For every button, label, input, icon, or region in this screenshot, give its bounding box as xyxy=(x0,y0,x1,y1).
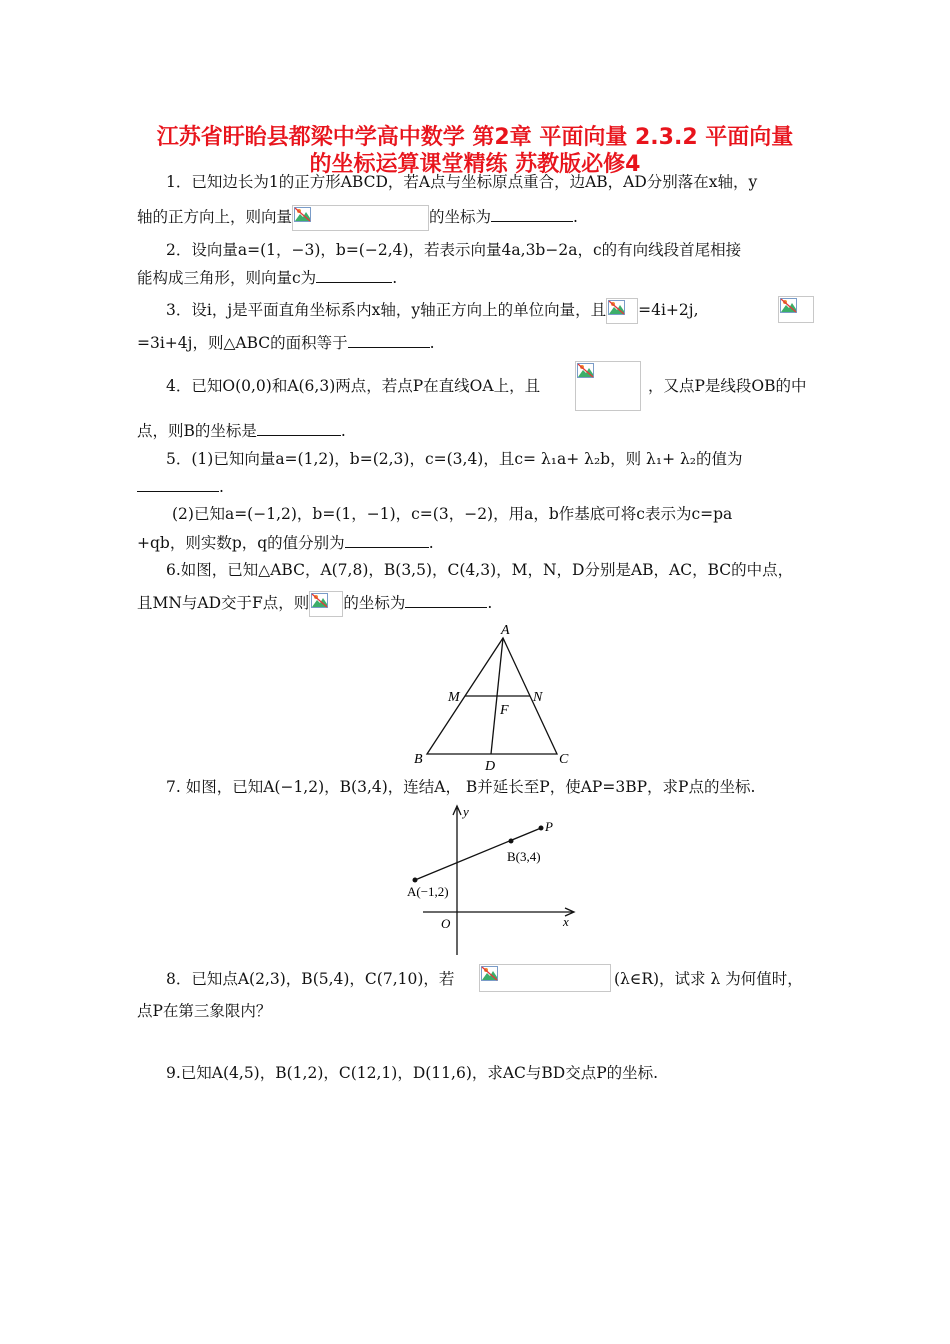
label-m: M xyxy=(448,690,460,705)
q5-line-3: (2)已知a=(−1,2)，b=(1，−1)，c=(3，−2)，用a，b作基底可将c表示为c=pa xyxy=(172,505,733,523)
q6-line-2 xyxy=(137,591,492,617)
page-title-line-2: 的坐标运算课堂精练 苏教版必修4 xyxy=(309,152,641,177)
q9-line-1: 9.已知A(4,5)，B(1,2)，C(12,1)，D(11,6)，求AC与BD交点P的坐标. xyxy=(166,1064,659,1082)
triangle-figure xyxy=(405,618,585,773)
vector-image-placeholder xyxy=(575,361,641,411)
vector-image-placeholder xyxy=(479,964,611,992)
q4-line-1a: 4．已知O(0,0)和A(6,3)两点，若点P在直线OA上，且 xyxy=(166,377,541,395)
period: . xyxy=(392,269,398,287)
label-b: B xyxy=(414,752,423,767)
q1-text-b: 的坐标为 xyxy=(429,208,492,226)
broken-image-icon xyxy=(608,300,625,315)
q5-line-4 xyxy=(137,533,434,553)
vector-image-placeholder xyxy=(778,296,814,323)
q4-text: 点，则B的坐标是 xyxy=(137,422,257,440)
label-a: A xyxy=(501,623,510,638)
q5-line-2 xyxy=(137,477,224,497)
label-f: F xyxy=(500,703,509,718)
q5-line-1: 5．(1)已知向量a=(1,2)，b=(2,3)，c=(3,4)，且c= λ₁a+ λ₂b，则 λ₁+ λ₂的值为 xyxy=(166,450,743,468)
answer-blank xyxy=(348,333,430,348)
broken-image-icon xyxy=(577,363,594,378)
period: . xyxy=(429,334,435,352)
q2-line-1: 2．设向量a=(1，−3)，b=(−2,4)，若表示向量4a,3b−2a，c的有向线段首尾相接 xyxy=(166,241,742,259)
label-o: O xyxy=(441,916,451,931)
period: . xyxy=(573,208,578,226)
q3-text-c: =3i+4j，则△ABC的面积等于 xyxy=(137,334,348,352)
vector-image-placeholder xyxy=(292,205,429,231)
label-n: N xyxy=(533,690,543,705)
q3-line-1 xyxy=(166,298,699,324)
label-p: P xyxy=(545,819,553,834)
label-x: x xyxy=(563,914,569,929)
point-p xyxy=(539,826,544,831)
answer-blank xyxy=(491,207,573,222)
q5-text: +qb，则实数p，q的值分别为 xyxy=(137,534,345,552)
broken-image-icon xyxy=(294,207,311,222)
label-d: D xyxy=(485,759,496,773)
q4-line-2 xyxy=(137,421,346,441)
period: . xyxy=(219,478,224,496)
q6-line-1: 6.如图，已知△ABC，A(7,8)，B(3,5)，C(4,3)，M，N，D分别是AB，AC，BC的中点， xyxy=(166,561,794,579)
q1-line-1: 1．已知边长为1的正方形ABCD，若A点与坐标原点重合，边AB，AD分别落在x轴，y xyxy=(166,173,758,191)
answer-blank xyxy=(405,593,487,608)
q1-text-a: 轴的正方向上，则向量 xyxy=(137,208,293,226)
q7-line-1: 7. 如图，已知A(−1,2)，B(3,4)，连结A， B并延长至P，使AP=3BP，求P点的坐标. xyxy=(166,778,756,796)
q8-line-1a: 8．已知点A(2,3)，B(5,4)，C(7,10)，若 xyxy=(166,970,455,988)
period: . xyxy=(428,534,434,552)
answer-blank xyxy=(137,477,219,492)
broken-image-icon xyxy=(481,966,498,981)
answer-blank xyxy=(316,268,392,283)
q6-text-a: 且MN与AD交于F点，则 xyxy=(137,594,310,612)
q4-line-1b: ，又点P是线段OB的中 xyxy=(648,377,807,395)
q3-text-b: =4i+2j, xyxy=(638,301,699,319)
broken-image-icon xyxy=(780,298,797,313)
q8-line-1b: (λ∈R)，试求 λ 为何值时， xyxy=(614,970,803,988)
label-b: B(3,4) xyxy=(507,849,541,864)
label-y: y xyxy=(463,804,469,819)
q2-text: 能构成三角形，则向量c为 xyxy=(137,269,317,287)
vector-image-placeholder xyxy=(606,298,638,324)
point-a xyxy=(413,878,418,883)
coordinate-figure xyxy=(405,800,580,960)
period: . xyxy=(487,594,493,612)
label-a: A(−1,2) xyxy=(407,884,449,899)
q6-text-b: 的坐标为 xyxy=(343,594,406,612)
q3-text-a: 3．设i，j是平面直角坐标系内x轴，y轴正方向上的单位向量，且 xyxy=(166,301,607,319)
q8-line-2: 点P在第三象限内？ xyxy=(137,1002,272,1020)
point-b xyxy=(509,839,514,844)
page-title-line-1: 江苏省盱眙县都梁中学高中数学 第2章 平面向量 2.3.2 平面向量 xyxy=(156,125,794,150)
label-c: C xyxy=(559,752,569,767)
q1-line-2 xyxy=(137,205,578,231)
broken-image-icon xyxy=(311,593,328,608)
answer-blank xyxy=(345,533,429,548)
answer-blank xyxy=(257,421,341,436)
period: . xyxy=(340,422,346,440)
q3-line-2 xyxy=(137,333,435,353)
vector-image-placeholder xyxy=(309,591,343,617)
q2-line-2 xyxy=(137,268,397,288)
